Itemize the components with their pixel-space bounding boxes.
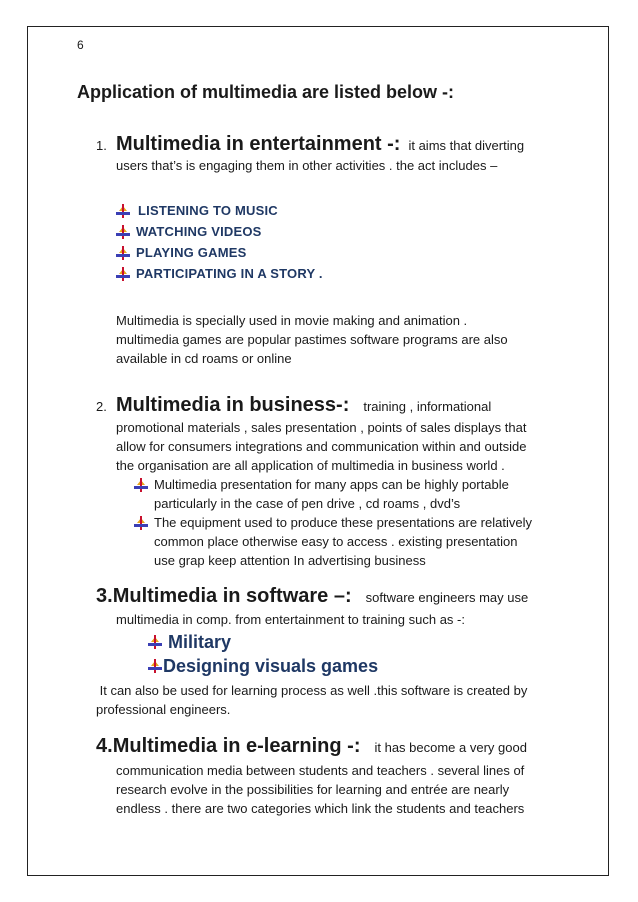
- paragraph-line: It can also be used for learning process as well .this software is created by: [96, 683, 528, 698]
- section-intro: software engineers may use: [365, 590, 529, 605]
- list-item: [134, 513, 532, 570]
- software-line: multimedia in comp. from entertainment to training such as -:: [116, 612, 465, 627]
- section-title: Multimedia in business-:: [116, 394, 350, 416]
- section-business: [96, 394, 491, 417]
- bullet-arrow-icon: [148, 635, 162, 649]
- section-number: 3.: [96, 585, 113, 607]
- software-paragraph: [96, 681, 527, 719]
- list-item-text: Designing visuals games: [163, 655, 379, 676]
- list-item-text: use grap keep attention In advertising business: [154, 553, 426, 568]
- paragraph-line: the organisation are all application of multimedia in business world .: [116, 458, 505, 473]
- elearning-paragraph: [116, 761, 524, 818]
- list-item: [134, 475, 532, 513]
- paragraph-line: available in cd roams or online: [116, 351, 292, 366]
- section-number: 4.: [96, 735, 113, 757]
- list-item-text: Military: [168, 631, 232, 652]
- business-paragraph: [116, 418, 526, 475]
- section-intro: it aims that diverting: [408, 138, 525, 153]
- list-item-text: WATCHING VIDEOS: [136, 224, 262, 239]
- list-item-text: The equipment used to produce these presentations are relatively: [154, 515, 532, 530]
- section-software: [96, 585, 528, 608]
- section-title: Multimedia in e-learning -:: [112, 735, 361, 757]
- list-item: [148, 630, 378, 654]
- bullet-arrow-icon: [116, 267, 130, 281]
- paragraph-line: professional engineers.: [96, 702, 231, 717]
- paragraph-line: promotional materials , sales presentation , points of sales displays that: [116, 420, 527, 435]
- paragraph-line: multimedia games are popular pastimes software programs are also: [116, 332, 508, 347]
- bullet-arrow-icon: [116, 246, 130, 260]
- section-heading: [96, 133, 524, 156]
- list-item: [116, 200, 323, 221]
- section-heading: [96, 394, 491, 417]
- section-heading: [96, 735, 527, 758]
- list-item: [116, 242, 323, 263]
- paragraph-line: Multimedia is specially used in movie making and animation .: [116, 313, 468, 328]
- bullet-arrow-icon: [116, 204, 130, 218]
- section-intro: training , informational: [363, 399, 492, 414]
- business-bullet-list: [134, 475, 532, 570]
- bullet-arrow-icon: [134, 478, 148, 492]
- bullet-arrow-icon: [134, 516, 148, 530]
- document-title: Application of multimedia are listed below -:: [77, 82, 455, 102]
- section-number: 1.: [96, 138, 107, 153]
- section-entertainment: [96, 133, 524, 156]
- list-item-text: PARTICIPATING IN A STORY .: [136, 266, 323, 281]
- list-item: [116, 263, 323, 284]
- list-item-text: PLAYING GAMES: [136, 245, 247, 260]
- page-number: 6: [77, 38, 84, 52]
- list-item: [148, 654, 378, 678]
- list-item-text: Multimedia presentation for many apps can be highly portable: [154, 477, 509, 492]
- list-item: [116, 221, 323, 242]
- paragraph-line: endless . there are two categories which link the students and teachers: [116, 801, 525, 816]
- section-elearning: [96, 735, 527, 758]
- section-heading: [96, 585, 528, 608]
- paragraph-line: research evolve in the possibilities for learning and entrée are nearly: [116, 782, 510, 797]
- entertainment-line: users that’s is engaging them in other activities . the act includes –: [116, 158, 498, 173]
- list-item-text: particularly in the case of pen drive , cd roams , dvd’s: [154, 496, 461, 511]
- section-title: Multimedia in entertainment -:: [116, 133, 401, 155]
- bullet-arrow-icon: [116, 225, 130, 239]
- paragraph-line: communication media between students and teachers . several lines of: [116, 763, 525, 778]
- section-intro: it has become a very good: [374, 740, 527, 755]
- paragraph-line: allow for consumers integrations and communication within and outside: [116, 439, 527, 454]
- section-title: Multimedia in software –:: [112, 585, 352, 607]
- software-bullet-list: [148, 630, 378, 678]
- entertainment-activity-list: [116, 200, 323, 284]
- entertainment-paragraph: [116, 311, 508, 368]
- section-number: 2.: [96, 399, 107, 414]
- bullet-arrow-icon: [148, 659, 162, 673]
- list-item-text: common place otherwise easy to access . existing presentation: [154, 534, 518, 549]
- list-item-text: LISTENING TO MUSIC: [138, 203, 278, 218]
